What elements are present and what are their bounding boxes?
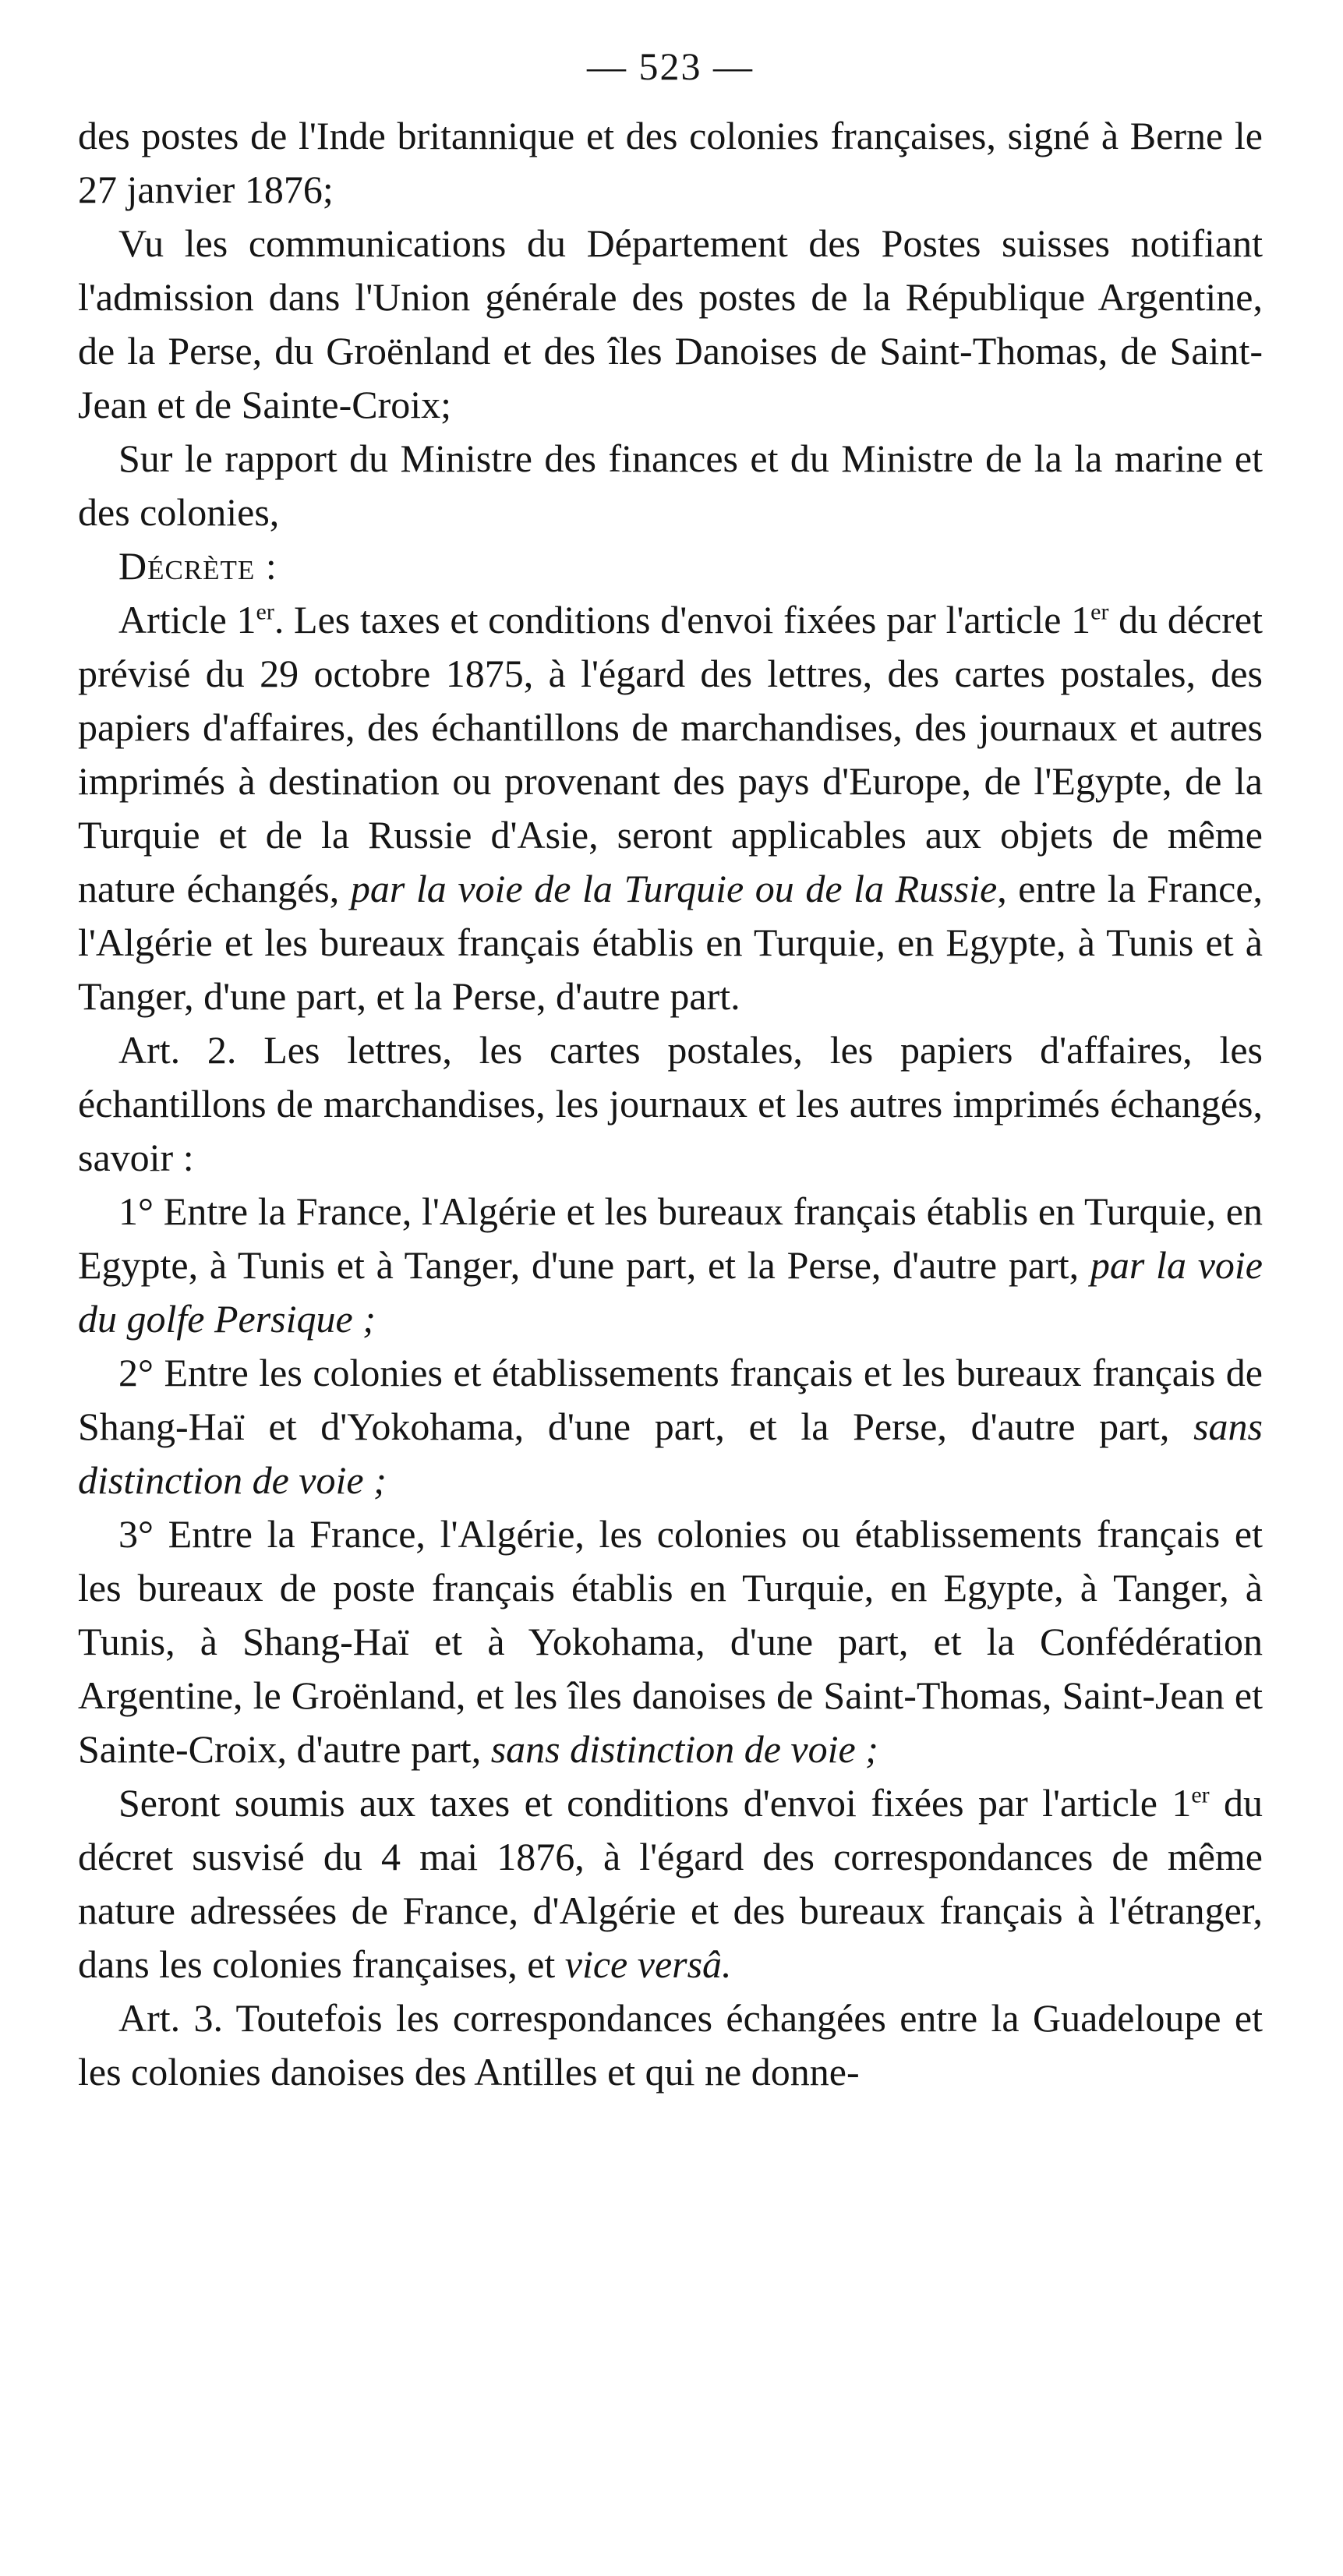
- item-2-italic: sans distinction de voie ;: [78, 1405, 1263, 1502]
- paragraph-item-3: [78, 1507, 1263, 1776]
- paragraph-preamble-continuation: des postes de l'Inde britannique et des colonies françaises, signé à Berne le 27 janvier 1876;: [78, 114, 1263, 211]
- paragraph-item-2: [78, 1346, 1263, 1507]
- article-1-text-c: du décret prévisé du 29 octobre 1875, à l'égard des lettres, des cartes postales, des papiers d'affaires, des échantillons de marchandises, des journaux et autres imprimés à destination ou provenant des pays d'Europe, de l'Egypte, de la Turquie et de la Russie d'Asie, seront applicables aux objets de même nature échangés,: [78, 598, 1263, 910]
- seront-italic: vice versâ.: [564, 1942, 732, 1986]
- item-2-text: 2° Entre les colonies et établissements français et les bureaux français de Shang-Haï et d'Yokohama, d'une part, et la Perse, d'autre part,: [78, 1351, 1263, 1448]
- paragraph-article-1: [78, 593, 1263, 1023]
- article-1-sup-1: er: [256, 599, 274, 625]
- paragraph-seront-soumis: [78, 1776, 1263, 1991]
- article-1-text-d: , entre la France, l'Algérie et les bureaux français établis en Turquie, en Egypte, à Tunis et à Tanger, d'une part, et la Perse, d'autre part.: [78, 867, 1263, 1018]
- article-1-sup-2: er: [1090, 599, 1109, 625]
- item-3-text: 3° Entre la France, l'Algérie, les colonies ou établissements français et les bureaux de poste français établis en Turquie, en Egypte, à Tanger, à Tunis, à Shang-Haï et à Yokohama, d'une part, et la Confédération Argentine, le Groënland, et les îles danoises de Saint-Thomas, Saint-Jean et Sainte-Croix, d'autre part,: [78, 1512, 1263, 1771]
- seront-text-a: Seront soumis aux taxes et conditions d'envoi fixées par l'article 1: [118, 1781, 1192, 1825]
- body-text: [78, 109, 1263, 2099]
- page-number: — 523 —: [587, 44, 754, 88]
- document-page: [78, 31, 1263, 2099]
- paragraph-item-1: [78, 1185, 1263, 1346]
- paragraph-sur-le-rapport: Sur le rapport du Ministre des finances et du Ministre de la la marine et des colonies,: [78, 436, 1263, 534]
- paragraph-vu: Vu les communications du Département des Postes suisses notifiant l'admission dans l'Union générale des postes de la République Argentine, de la Perse, du Groënland et des îles Danoises de Saint-Thomas, de Saint-Jean et de Sainte-Croix;: [78, 221, 1263, 426]
- item-1-italic: par la voie du golfe Persique ;: [78, 1243, 1263, 1341]
- item-1-text: 1° Entre la France, l'Algérie et les bureaux français établis en Turquie, en Egypte, à Tunis et à Tanger, d'une part, et la Perse, d'autre part,: [78, 1189, 1263, 1287]
- article-1-text-b: . Les taxes et conditions d'envoi fixées par l'article 1: [274, 598, 1091, 641]
- paragraph-article-3: Art. 3. Toutefois les correspondances échangées entre la Guadeloupe et les colonies danoises des Antilles et qui ne donne-: [78, 1996, 1263, 2094]
- item-3-italic: sans distinction de voie ;: [490, 1727, 878, 1771]
- decree-heading: Décrète :: [118, 544, 277, 588]
- article-1-text-a: Article 1: [118, 598, 256, 641]
- article-1-italic: par la voie de la Turquie ou de la Russie: [350, 867, 998, 910]
- seront-text-b: du décret susvisé du 4 mai 1876, à l'égard des correspondances de même nature adressées de France, d'Algérie et des bureaux français à l'étranger, dans les colonies françaises, et: [78, 1781, 1263, 1986]
- seront-sup: er: [1191, 1782, 1210, 1808]
- paragraph-article-2: Art. 2. Les lettres, les cartes postales, les papiers d'affaires, les échantillons de marchandises, les journaux et les autres imprimés échangés, savoir :: [78, 1028, 1263, 1179]
